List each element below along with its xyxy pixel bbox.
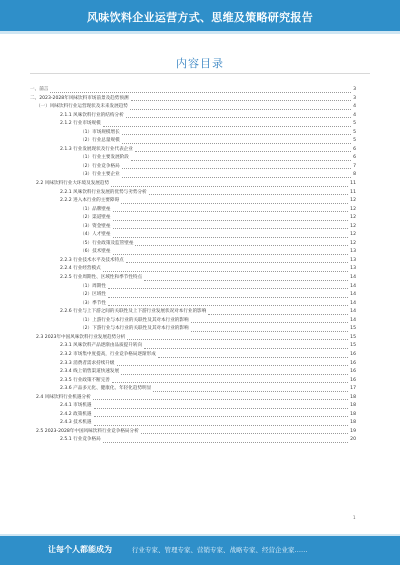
toc-entry[interactable] (30, 300, 356, 309)
toc-leader-dots (131, 160, 351, 161)
toc-entry-page: 11 (350, 181, 356, 187)
toc-leader-dots (121, 203, 348, 204)
toc-entry-title: 2.1.3 行业发展现状及行业代表企业 (60, 146, 133, 152)
toc-entry[interactable] (30, 291, 356, 300)
toc-leader-dots (135, 245, 348, 246)
toc-entry-title: 2.3.5 行业政策不断完善 (60, 377, 110, 383)
toc-leader-dots (113, 220, 349, 221)
toc-entry[interactable] (30, 137, 356, 146)
toc-leader-dots (127, 339, 348, 340)
toc-entry-page: 12 (350, 215, 356, 221)
toc-entry-title: 2.2.6 行业与上下游之间的关联性及上下游行业发展状况对本行业的影响 (60, 309, 207, 315)
toc-entry-title: （1）行业主要发展阶段 (80, 155, 129, 161)
toc-entry-title: 2.4 风味饮料行业机遇分析 (36, 394, 91, 400)
toc-leader-dots (126, 117, 351, 118)
toc-entry-page: 11 (350, 189, 356, 195)
toc-entry-page: 20 (350, 437, 356, 443)
toc-entry-title: 2.2.5 行业周期性、区域性和季节性特点 (60, 275, 143, 281)
toc-entry-page: 15 (350, 334, 356, 340)
toc-entry-title: 2.4.1 市场机遇 (60, 403, 92, 409)
toc-entry[interactable] (30, 394, 356, 403)
toc-entry-page: 15 (350, 343, 356, 349)
toc-entry-page: 16 (350, 377, 356, 383)
toc-entry-page: 18 (350, 403, 356, 409)
toc-entry[interactable] (30, 231, 356, 240)
page-number: 1 (353, 515, 356, 520)
toc-entry[interactable] (30, 334, 356, 343)
toc-entry-title: （4）人才壁垒 (80, 232, 111, 238)
toc-entry[interactable] (30, 351, 356, 360)
toc-leader-dots (113, 211, 349, 212)
toc-entry[interactable] (30, 180, 356, 189)
toc-entry-title: 2.2.3 行业技术水平及技术特点 (60, 257, 124, 263)
toc-entry-page: 4 (353, 104, 356, 110)
toc-entry-title: 2.3.6 产品多元化、健康化、年轻化趋势明显 (60, 386, 152, 392)
toc-entry[interactable] (30, 377, 356, 386)
toc-entry[interactable] (30, 112, 356, 121)
toc-leader-dots (122, 177, 351, 178)
toc-entry-title: 2.5 2023-2028年中国风味饮料行业竞争格局分析 (36, 428, 139, 434)
toc-leader-dots (103, 271, 348, 272)
toc-divider (30, 73, 370, 74)
toc-entry-page: 13 (350, 249, 356, 255)
toc-entry-page: 12 (350, 232, 356, 238)
toc-leader-dots (126, 262, 348, 263)
toc-entry[interactable] (30, 411, 356, 420)
toc-entry[interactable] (30, 146, 356, 155)
toc-leader-dots (113, 254, 349, 255)
toc-entry-page: 14 (350, 292, 356, 298)
toc-entry[interactable] (30, 103, 356, 112)
toc-leader-dots (113, 237, 349, 238)
toc-entry-page: 13 (350, 257, 356, 263)
toc-entry-title: 2.3 2023年中国风味饮料行业发展趋势分析 (36, 334, 126, 340)
toc-entry-title: 2.2 风味饮料行业大环境及发展趋势 (36, 181, 110, 187)
toc-entry-page: 5 (353, 121, 356, 127)
toc-entry[interactable] (30, 154, 356, 163)
toc-entry-title: 2.1.2 行业市场规模 (60, 121, 101, 127)
toc-entry[interactable] (30, 308, 356, 317)
toc-entry-page: 3 (353, 87, 356, 92)
toc-entry-page: 12 (350, 223, 356, 229)
toc-leader-dots (94, 416, 349, 417)
header-band (0, 0, 400, 34)
toc-leader-dots (149, 194, 348, 195)
toc-entry[interactable] (30, 368, 356, 377)
footer-band (0, 534, 400, 565)
toc-entry-page: 14 (350, 275, 356, 281)
toc-entry-title: （3）季节性 (80, 300, 106, 306)
toc-leader-dots (144, 348, 348, 349)
toc-entry-title: 2.2.1 风味饮料行业发展的优势与劣势分析 (60, 189, 147, 195)
toc-entry[interactable] (30, 274, 356, 283)
toc-entry[interactable] (30, 317, 356, 326)
toc-entry-page: 13 (350, 266, 356, 272)
toc-leader-dots (191, 322, 349, 323)
toc-entry-page: 18 (350, 394, 356, 400)
toc-entry-title: 2.2.2 进入本行业的主要障碍 (60, 198, 120, 204)
toc-leader-dots (122, 168, 351, 169)
toc-leader-dots (108, 297, 348, 298)
report-title: 风味饮料企业运营方式、思维及策略研究报告 (87, 11, 313, 24)
toc-entry[interactable] (30, 171, 356, 180)
toc-entry[interactable] (30, 436, 356, 445)
toc-entry[interactable] (30, 360, 356, 369)
toc-entry[interactable] (30, 120, 356, 129)
toc-entry-page: 18 (350, 420, 356, 426)
toc-leader-dots (112, 382, 348, 383)
toc-leader-dots (113, 228, 349, 229)
toc-entry-page: 14 (350, 300, 356, 306)
toc-entry-title: 2.3.2 市场集中度提高，行业竞争格局逐渐形成 (60, 351, 156, 357)
toc-entry-page: 8 (353, 172, 356, 178)
toc-entry-page: 19 (350, 428, 356, 434)
toc-leader-dots (130, 109, 351, 110)
toc-entry-title: 一、前言 (30, 87, 49, 92)
toc-entry[interactable] (30, 402, 356, 411)
toc-entry-page: 16 (350, 351, 356, 357)
toc-leader-dots (94, 408, 349, 409)
toc-entry-title: （1）品牌壁垒 (80, 206, 111, 212)
toc-entry-title: （2）行业竞争格局 (80, 163, 120, 169)
toc-entry[interactable] (30, 86, 356, 95)
toc-entry[interactable] (30, 197, 356, 206)
toc-leader-dots (131, 100, 352, 101)
table-of-contents (30, 86, 356, 445)
toc-entry-title: （3）资金壁垒 (80, 223, 111, 229)
toc-leader-dots (94, 425, 349, 426)
toc-entry[interactable] (30, 257, 356, 266)
toc-entry-page: 6 (353, 155, 356, 161)
toc-entry-page: 5 (353, 138, 356, 144)
toc-leader-dots (108, 305, 348, 306)
toc-entry-title: 2.3.3 消费者需求持续升级 (60, 360, 115, 366)
footer-slogan: 让每个人都能成为 (48, 545, 112, 554)
toc-entry[interactable] (30, 325, 356, 334)
toc-entry-title: （2）区域性 (80, 292, 106, 298)
toc-entry[interactable] (30, 428, 356, 437)
toc-entry-title: （3）行业主要企业 (80, 172, 120, 178)
toc-leader-dots (158, 357, 348, 358)
toc-entry[interactable] (30, 129, 356, 138)
toc-entry-page: 12 (350, 206, 356, 212)
toc-leader-dots (50, 92, 351, 93)
toc-entry-page: 3 (353, 95, 356, 101)
toc-entry[interactable] (30, 283, 356, 292)
toc-entry-page: 18 (350, 411, 356, 417)
toc-leader-dots (93, 399, 348, 400)
toc-entry[interactable] (30, 385, 356, 394)
toc-entry[interactable] (30, 342, 356, 351)
toc-entry-title: （2）行业总量规模 (80, 138, 120, 144)
toc-leader-dots (208, 314, 348, 315)
toc-entry[interactable] (30, 240, 356, 249)
toc-entry-page: 17 (350, 386, 356, 392)
toc-leader-dots (122, 143, 351, 144)
toc-heading: 内容目录 (176, 57, 224, 70)
toc-leader-dots (103, 126, 351, 127)
toc-leader-dots (135, 151, 351, 152)
toc-entry-title: （1）市场规模增长 (80, 129, 120, 135)
toc-leader-dots (141, 433, 348, 434)
toc-entry-title: （一）风味饮料行业运营现状及未来发展趋势 (36, 104, 128, 110)
toc-leader-dots (153, 391, 348, 392)
toc-entry[interactable] (30, 95, 356, 104)
toc-entry-title: （5）行业政策及监管壁垒 (80, 240, 134, 246)
toc-entry-title: （1）周期性 (80, 283, 106, 289)
toc-entry-page: 15 (350, 326, 356, 332)
toc-entry-title: 2.3.4 线上销售渠道快速发展 (60, 369, 120, 375)
toc-entry-page: 14 (350, 309, 356, 315)
toc-entry-title: 2.3.1 风味饮料产品逐渐由品质提升转向 (60, 343, 143, 349)
toc-entry-page: 7 (353, 163, 356, 169)
toc-entry-page: 16 (350, 369, 356, 375)
toc-entry-page: 12 (350, 198, 356, 204)
toc-entry-title: 2.1.1 风味饮料行业的结构分析 (60, 112, 124, 118)
toc-entry-page: 5 (353, 129, 356, 135)
footer-tagline: 行业专家、管理专家、营销专家、战略专家、经营企业家…… (132, 546, 308, 554)
toc-entry-title: 二、2023-2028年风味饮料市场前景及趋势预测 (30, 95, 129, 101)
toc-entry-title: 2.4.3 技术机遇 (60, 420, 92, 426)
toc-leader-dots (122, 134, 351, 135)
toc-entry-title: （6）技术壁垒 (80, 249, 111, 255)
toc-entry[interactable] (30, 163, 356, 172)
toc-leader-dots (117, 365, 349, 366)
toc-entry[interactable] (30, 248, 356, 257)
toc-leader-dots (191, 331, 349, 332)
toc-leader-dots (121, 374, 348, 375)
toc-entry-page: 12 (350, 240, 356, 246)
toc-leader-dots (103, 442, 348, 443)
toc-entry-page: 4 (353, 112, 356, 118)
toc-entry-title: 2.5.1 行业竞争格局 (60, 437, 101, 443)
toc-leader-dots (108, 288, 348, 289)
toc-leader-dots (111, 186, 348, 187)
toc-leader-dots (144, 280, 348, 281)
toc-entry[interactable] (30, 206, 356, 215)
toc-entry-page: 14 (350, 283, 356, 289)
toc-entry[interactable] (30, 189, 356, 198)
toc-entry-page: 6 (353, 146, 356, 152)
toc-entry[interactable] (30, 419, 356, 428)
toc-entry-title: 2.2.4 行业经营模式 (60, 266, 101, 272)
toc-entry-page: 14 (350, 317, 356, 323)
toc-entry[interactable] (30, 223, 356, 232)
toc-entry-title: 2.4.2 政策机遇 (60, 411, 92, 417)
toc-entry-title: （2）渠道壁垒 (80, 215, 111, 221)
toc-entry[interactable] (30, 214, 356, 223)
toc-entry-page: 16 (350, 360, 356, 366)
toc-entry-title: （1）上游行业与本行业的关联性及其对本行业的影响 (80, 317, 189, 323)
toc-entry[interactable] (30, 265, 356, 274)
toc-entry-title: （2）下游行业与本行业的关联性及其对本行业的影响 (80, 326, 189, 332)
